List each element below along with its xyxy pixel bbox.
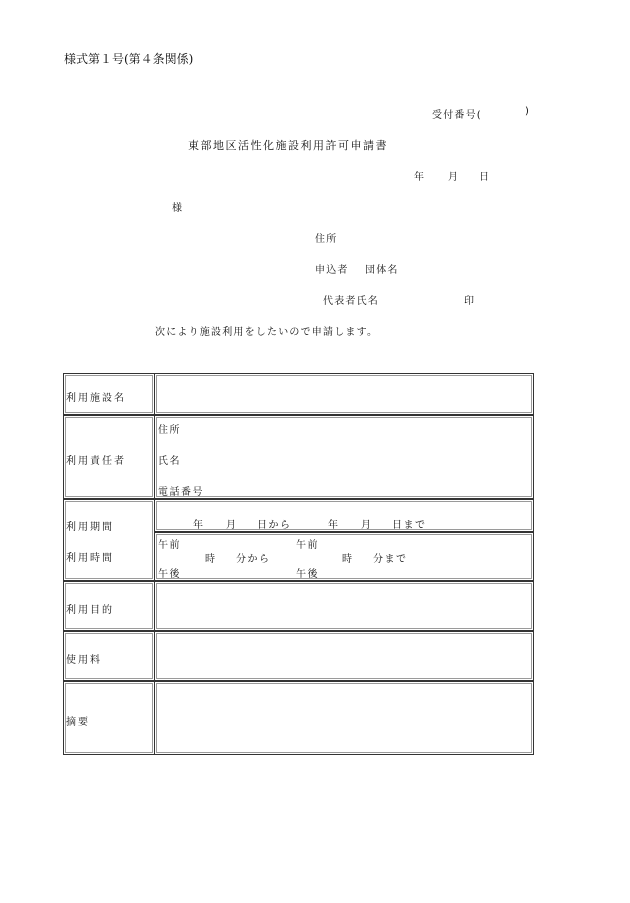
group-name-label: 団体名 [365, 265, 399, 276]
period-from-year: 年 [193, 520, 205, 531]
time-input[interactable] [154, 532, 534, 581]
time-start-am: 午前 [158, 540, 181, 551]
reception-number-label: 受付番号( [432, 110, 482, 121]
remarks-label-cell [63, 681, 155, 755]
purpose-label-cell [63, 581, 155, 631]
remarks-label: 摘要 [66, 717, 90, 728]
responsible-label: 利用責任者 [66, 456, 126, 467]
intro-text: 次により施設利用をしたいので申請します。 [155, 327, 379, 338]
fee-label-cell [63, 631, 155, 681]
responsible-phone-label: 電話番号 [158, 487, 204, 498]
time-end-pm: 午後 [296, 569, 319, 580]
seal-mark: 印 [464, 296, 476, 307]
purpose-input[interactable] [154, 581, 534, 631]
facility-label-cell [63, 373, 155, 415]
time-end-hour: 時 [342, 554, 354, 565]
addressee-suffix: 様 [172, 203, 184, 214]
time-start-hour: 時 [205, 554, 217, 565]
date-month: 月 [448, 172, 460, 183]
form-id: 様式第１号(第４条関係) [64, 52, 194, 66]
remarks-input[interactable] [154, 681, 534, 755]
date-year: 年 [414, 172, 426, 183]
period-to-month: 月 [361, 520, 373, 531]
facility-label: 利用施設名 [66, 393, 126, 404]
facility-input[interactable] [154, 373, 534, 415]
period-time-label-cell [63, 499, 155, 581]
period-from-day: 日から [257, 520, 292, 531]
responsible-input[interactable] [154, 415, 534, 499]
time-end-minute: 分まで [373, 554, 408, 565]
period-from-month: 月 [226, 520, 238, 531]
responsible-name-label: 氏名 [158, 456, 181, 467]
purpose-label: 利用目的 [66, 605, 114, 616]
fee-label: 使用料 [66, 655, 102, 666]
applicant-label: 申込者 [315, 265, 349, 276]
period-input[interactable] [154, 499, 534, 532]
fee-input[interactable] [154, 631, 534, 681]
time-start-minute: 分から [236, 554, 271, 565]
reception-number-close: ) [525, 106, 531, 117]
time-start-pm: 午後 [158, 569, 181, 580]
period-to-day: 日まで [392, 520, 427, 531]
date-day: 日 [479, 172, 491, 183]
page-title: 東部地区活性化施設利用許可申請書 [188, 139, 388, 152]
responsible-label-cell [63, 415, 155, 499]
period-to-year: 年 [328, 520, 340, 531]
time-end-am: 午前 [296, 540, 319, 551]
applicant-address-label: 住所 [315, 234, 338, 245]
period-label: 利用期間 [66, 522, 114, 533]
representative-name-label: 代表者氏名 [323, 296, 379, 307]
time-label: 利用時間 [66, 553, 114, 564]
responsible-address-label: 住所 [158, 425, 181, 436]
